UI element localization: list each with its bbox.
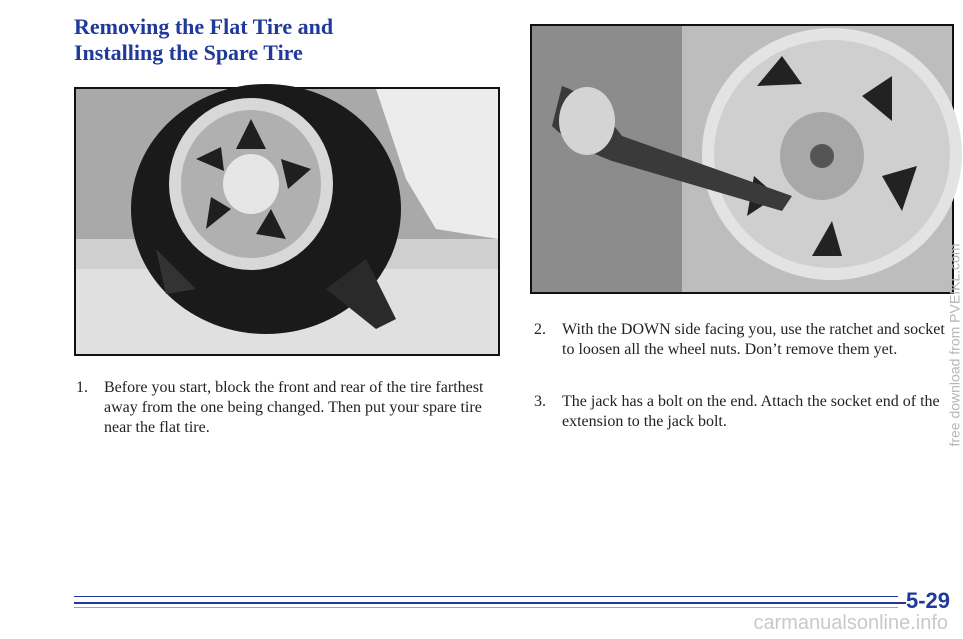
photo-loosening-wheel-nuts <box>530 24 954 294</box>
footer-rule <box>74 602 906 604</box>
footer-rule <box>74 596 898 597</box>
step-1 <box>76 378 498 438</box>
step-2 <box>534 320 950 360</box>
bottom-watermark: carmanualsonline.info <box>753 612 948 634</box>
step-text: With the DOWN side facing you, use the ratchet and socket to loosen all the wheel nuts. Don’t remove them yet. <box>562 321 945 358</box>
ratchet-illustration <box>532 26 952 292</box>
section-heading <box>74 14 333 66</box>
wheel-illustration <box>76 89 498 354</box>
step-number: 3. <box>534 393 546 410</box>
footer-rule <box>74 607 898 608</box>
step-text: Before you start, block the front and rear of the tire farthest away from the one being changed. Then put your spare tire near the flat tire. <box>104 379 484 436</box>
step-3 <box>534 392 950 432</box>
side-watermark-text: free download from PVEIKL.com <box>947 243 963 447</box>
page-number: 5-29 <box>905 588 950 613</box>
heading-line-2: Installing the Spare Tire <box>74 40 303 65</box>
heading-line-1: Removing the Flat Tire and <box>74 14 334 39</box>
side-watermark <box>948 60 962 630</box>
photo-wheel-blocked <box>74 87 500 356</box>
step-number: 2. <box>534 321 546 338</box>
step-number: 1. <box>76 379 88 396</box>
step-text: The jack has a bolt on the end. Attach the socket end of the extension to the jack bolt. <box>562 393 940 430</box>
